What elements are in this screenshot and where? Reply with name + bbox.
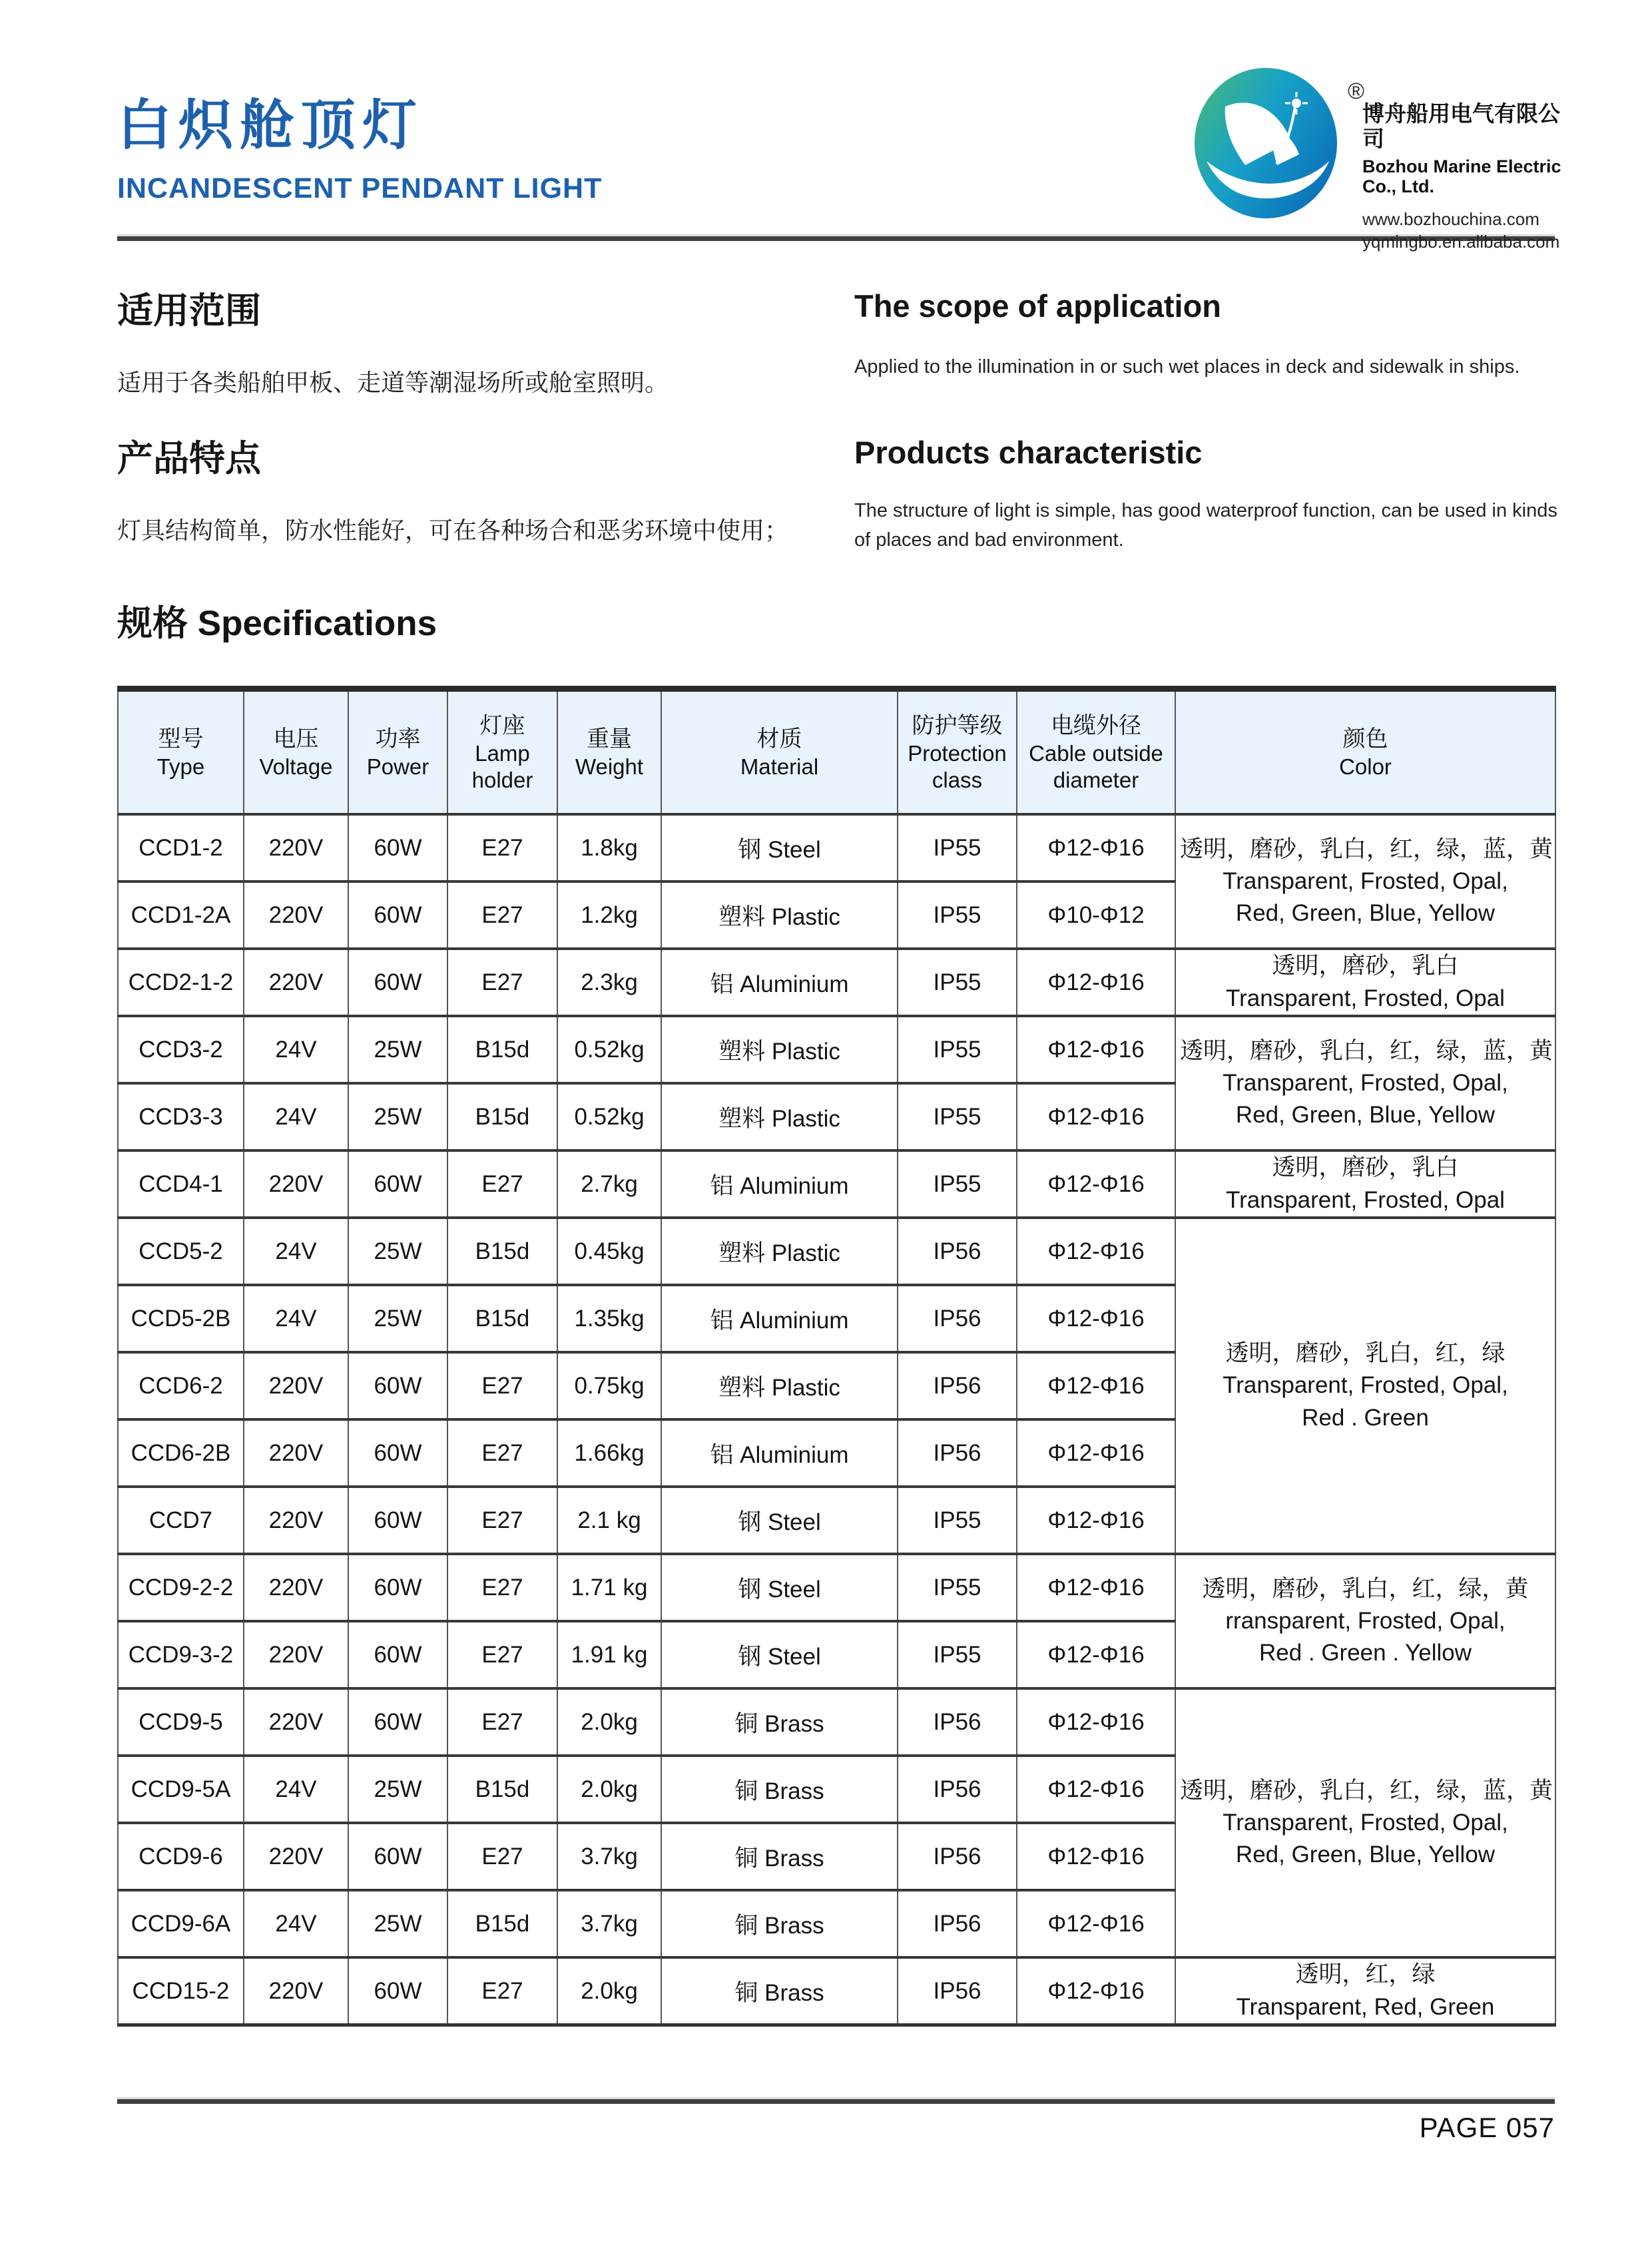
table-row xyxy=(118,1016,1555,1083)
cell-weight: 3.7kg xyxy=(557,1823,661,1890)
cell-material: 铜 Brass xyxy=(661,1957,898,2025)
cell-weight: 2.0kg xyxy=(557,1756,661,1823)
cell-type: CCD4-1 xyxy=(118,1150,244,1218)
company-name-zh: 博舟船用电气有限公司 xyxy=(1362,101,1560,151)
cell-material: 塑料 Plastic xyxy=(661,1083,898,1150)
cell-material: 铝 Aluminium xyxy=(661,1150,898,1218)
cell-holder: E27 xyxy=(447,949,557,1016)
page-title-en: INCANDESCENT PENDANT LIGHT xyxy=(117,172,603,204)
cell-material: 塑料 Plastic xyxy=(661,881,898,949)
scope-title-en: The scope of application xyxy=(854,288,1222,324)
cell-power: 25W xyxy=(348,1218,447,1285)
cell-weight: 2.1 kg xyxy=(557,1487,661,1554)
column-header-type: 型号 Type xyxy=(118,689,244,815)
cell-protection: IP56 xyxy=(898,1218,1017,1285)
cell-cable: Φ12-Φ16 xyxy=(1017,1756,1175,1823)
cell-voltage: 24V xyxy=(244,1083,348,1150)
specifications-title: 规格 Specifications xyxy=(117,604,437,643)
cell-power: 60W xyxy=(348,1688,447,1756)
cell-cable: Φ12-Φ16 xyxy=(1017,814,1175,881)
cell-protection: IP56 xyxy=(898,1756,1017,1823)
cell-material: 铜 Brass xyxy=(661,1823,898,1890)
cell-holder: E27 xyxy=(447,1352,557,1419)
cell-power: 25W xyxy=(348,1890,447,1957)
cell-power: 60W xyxy=(348,1352,447,1419)
cell-power: 60W xyxy=(348,1419,447,1487)
cell-voltage: 24V xyxy=(244,1218,348,1285)
cell-holder: B15d xyxy=(447,1016,557,1083)
cell-power: 60W xyxy=(348,1487,447,1554)
cell-weight: 1.91 kg xyxy=(557,1621,661,1688)
cell-protection: IP55 xyxy=(898,881,1017,949)
cell-material: 钢 Steel xyxy=(661,1487,898,1554)
cell-power: 25W xyxy=(348,1083,447,1150)
cell-cable: Φ12-Φ16 xyxy=(1017,1890,1175,1957)
cell-weight: 2.3kg xyxy=(557,949,661,1016)
table-row xyxy=(118,1150,1555,1218)
cell-cable: Φ12-Φ16 xyxy=(1017,1150,1175,1218)
cell-voltage: 220V xyxy=(244,1688,348,1756)
cell-voltage: 220V xyxy=(244,1823,348,1890)
cell-cable: Φ10-Φ12 xyxy=(1017,881,1175,949)
cell-cable: Φ12-Φ16 xyxy=(1017,1957,1175,2025)
cell-holder: E27 xyxy=(447,1150,557,1218)
cell-type: CCD5-2 xyxy=(118,1218,244,1285)
cell-holder: B15d xyxy=(447,1890,557,1957)
cell-power: 60W xyxy=(348,949,447,1016)
cell-material: 钢 Steel xyxy=(661,1621,898,1688)
cell-color: 透明，磨砂，乳白 Transparent, Frosted, Opal xyxy=(1175,1150,1555,1218)
cell-voltage: 220V xyxy=(244,949,348,1016)
column-header-power: 功率 Power xyxy=(348,689,447,815)
cell-type: CCD5-2B xyxy=(118,1285,244,1352)
cell-color: 透明，磨砂，乳白 Transparent, Frosted, Opal xyxy=(1175,949,1555,1016)
cell-weight: 0.75kg xyxy=(557,1352,661,1419)
cell-power: 25W xyxy=(348,1016,447,1083)
company-alibaba-url: yqmingbo.en.alibaba.com xyxy=(1362,232,1560,252)
cell-material: 钢 Steel xyxy=(661,814,898,881)
cell-weight: 3.7kg xyxy=(557,1890,661,1957)
cell-holder: E27 xyxy=(447,1487,557,1554)
cell-type: CCD1-2 xyxy=(118,814,244,881)
cell-holder: E27 xyxy=(447,1419,557,1487)
cell-voltage: 24V xyxy=(244,1016,348,1083)
cell-protection: IP55 xyxy=(898,1083,1017,1150)
cell-voltage: 220V xyxy=(244,814,348,881)
cell-color: 透明，磨砂，乳白，红，绿，蓝，黄 Transparent, Frosted, Opal, Red, Green, Blue, Yellow xyxy=(1175,1016,1555,1150)
column-header-cable: 电缆外径 Cable outside diameter xyxy=(1017,689,1175,815)
cell-holder: B15d xyxy=(447,1756,557,1823)
cell-type: CCD9-2-2 xyxy=(118,1554,244,1621)
cell-power: 60W xyxy=(348,814,447,881)
cell-holder: B15d xyxy=(447,1285,557,1352)
cell-weight: 1.71 kg xyxy=(557,1554,661,1621)
cell-holder: E27 xyxy=(447,1554,557,1621)
cell-protection: IP56 xyxy=(898,1890,1017,1957)
cell-cable: Φ12-Φ16 xyxy=(1017,1487,1175,1554)
cell-voltage: 220V xyxy=(244,1957,348,2025)
scope-title-zh: 适用范围 xyxy=(117,291,261,331)
cell-cable: Φ12-Φ16 xyxy=(1017,1218,1175,1285)
cell-material: 钢 Steel xyxy=(661,1554,898,1621)
cell-power: 60W xyxy=(348,881,447,949)
cell-protection: IP56 xyxy=(898,1285,1017,1352)
cell-power: 25W xyxy=(348,1285,447,1352)
cell-power: 60W xyxy=(348,1554,447,1621)
cell-protection: IP56 xyxy=(898,1419,1017,1487)
company-name-en: Bozhou Marine Electric Co., Ltd. xyxy=(1362,156,1561,196)
table-row xyxy=(118,949,1555,1016)
cell-holder: E27 xyxy=(447,1688,557,1756)
cell-type: CCD9-3-2 xyxy=(118,1621,244,1688)
cell-protection: IP55 xyxy=(898,814,1017,881)
features-body-zh: 灯具结构简单，防水性能好，可在各种场合和恶劣环境中使用； xyxy=(117,517,789,544)
cell-material: 塑料 Plastic xyxy=(661,1218,898,1285)
cell-cable: Φ12-Φ16 xyxy=(1017,1823,1175,1890)
cell-weight: 1.35kg xyxy=(557,1285,661,1352)
cell-color: 透明，磨砂，乳白，红，绿，黄 rransparent, Frosted, Opal, Red . Green . Yellow xyxy=(1175,1554,1555,1688)
cell-type: CCD6-2 xyxy=(118,1352,244,1419)
cell-holder: E27 xyxy=(447,1957,557,2025)
cell-weight: 1.2kg xyxy=(557,881,661,949)
cell-holder: E27 xyxy=(447,814,557,881)
cell-material: 铜 Brass xyxy=(661,1756,898,1823)
column-header-voltage: 电压 Voltage xyxy=(244,689,348,815)
cell-weight: 1.8kg xyxy=(557,814,661,881)
cell-cable: Φ12-Φ16 xyxy=(1017,1285,1175,1352)
cell-type: CCD7 xyxy=(118,1487,244,1554)
cell-type: CCD3-2 xyxy=(118,1016,244,1083)
cell-holder: E27 xyxy=(447,1823,557,1890)
cell-voltage: 220V xyxy=(244,1487,348,1554)
scope-body-zh: 适用于各类船舶甲板、走道等潮湿场所或舱室照明。 xyxy=(117,369,669,396)
cell-material: 铜 Brass xyxy=(661,1890,898,1957)
table-row xyxy=(118,1688,1555,1756)
table-row xyxy=(118,1218,1555,1285)
cell-holder: E27 xyxy=(447,881,557,949)
column-header-protection: 防护等级 Protection class xyxy=(898,689,1017,815)
cell-type: CCD1-2A xyxy=(118,881,244,949)
cell-weight: 0.52kg xyxy=(557,1083,661,1150)
cell-power: 25W xyxy=(348,1756,447,1823)
table-row xyxy=(118,1957,1555,2025)
cell-type: CCD15-2 xyxy=(118,1957,244,2025)
cell-cable: Φ12-Φ16 xyxy=(1017,1621,1175,1688)
cell-protection: IP55 xyxy=(898,1621,1017,1688)
column-header-holder: 灯座 Lamp holder xyxy=(447,689,557,815)
cell-material: 铝 Aluminium xyxy=(661,1419,898,1487)
cell-cable: Φ12-Φ16 xyxy=(1017,1352,1175,1419)
cell-type: CCD2-1-2 xyxy=(118,949,244,1016)
cell-weight: 2.0kg xyxy=(557,1957,661,2025)
cell-power: 60W xyxy=(348,1621,447,1688)
cell-cable: Φ12-Φ16 xyxy=(1017,1016,1175,1083)
cell-protection: IP56 xyxy=(898,1823,1017,1890)
cell-power: 60W xyxy=(348,1957,447,2025)
table-row xyxy=(118,1554,1555,1621)
cell-material: 铝 Aluminium xyxy=(661,1285,898,1352)
cell-color: 透明，磨砂，乳白，红，绿，蓝，黄 Transparent, Frosted, Opal, Red, Green, Blue, Yellow xyxy=(1175,1688,1555,1957)
cell-cable: Φ12-Φ16 xyxy=(1017,1083,1175,1150)
cell-voltage: 24V xyxy=(244,1285,348,1352)
cell-holder: E27 xyxy=(447,1621,557,1688)
cell-protection: IP55 xyxy=(898,1016,1017,1083)
cell-weight: 1.66kg xyxy=(557,1419,661,1487)
cell-material: 铝 Aluminium xyxy=(661,949,898,1016)
cell-color: 透明，红，绿 Transparent, Red, Green xyxy=(1175,1957,1555,2025)
cell-color: 透明，磨砂，乳白，红，绿 Transparent, Frosted, Opal, Red . Green xyxy=(1175,1218,1555,1554)
cell-weight: 0.45kg xyxy=(557,1218,661,1285)
cell-voltage: 220V xyxy=(244,1352,348,1419)
cell-voltage: 220V xyxy=(244,1150,348,1218)
page-title-zh: 白炽舱顶灯 xyxy=(117,95,424,156)
cell-power: 60W xyxy=(348,1823,447,1890)
cell-cable: Φ12-Φ16 xyxy=(1017,1554,1175,1621)
features-title-en: Products characteristic xyxy=(854,435,1203,470)
company-logo-block xyxy=(1192,64,1565,252)
page-number: PAGE 057 xyxy=(1419,2112,1555,2143)
cell-protection: IP55 xyxy=(898,1487,1017,1554)
cell-material: 塑料 Plastic xyxy=(661,1016,898,1083)
cell-voltage: 220V xyxy=(244,1621,348,1688)
scope-body-en: Applied to the illumination in or such wet places in deck and sidewalk in ships. xyxy=(854,356,1520,377)
cell-material: 铜 Brass xyxy=(661,1688,898,1756)
cell-weight: 0.52kg xyxy=(557,1016,661,1083)
cell-color: 透明，磨砂，乳白，红，绿，蓝，黄 Transparent, Frosted, Opal, Red, Green, Blue, Yellow xyxy=(1175,814,1555,949)
cell-protection: IP55 xyxy=(898,949,1017,1016)
cell-type: CCD9-6 xyxy=(118,1823,244,1890)
cell-protection: IP55 xyxy=(898,1554,1017,1621)
table-header-row xyxy=(118,689,1555,815)
cell-protection: IP55 xyxy=(898,1150,1017,1218)
cell-type: CCD9-5 xyxy=(118,1688,244,1756)
cell-cable: Φ12-Φ16 xyxy=(1017,1688,1175,1756)
cell-voltage: 220V xyxy=(244,1419,348,1487)
cell-type: CCD6-2B xyxy=(118,1419,244,1487)
cell-cable: Φ12-Φ16 xyxy=(1017,949,1175,1016)
column-header-material: 材质 Material xyxy=(661,689,898,815)
company-website-url: www.bozhouchina.com xyxy=(1362,209,1539,230)
cell-type: CCD9-5A xyxy=(118,1756,244,1823)
cell-voltage: 24V xyxy=(244,1890,348,1957)
registered-trademark-icon: ® xyxy=(1348,79,1365,104)
cell-weight: 2.0kg xyxy=(557,1688,661,1756)
cell-holder: B15d xyxy=(447,1083,557,1150)
cell-protection: IP56 xyxy=(898,1957,1017,2025)
header-divider xyxy=(117,234,1555,241)
cell-voltage: 220V xyxy=(244,1554,348,1621)
column-header-weight: 重量 Weight xyxy=(557,689,661,815)
features-title-zh: 产品特点 xyxy=(117,439,261,479)
cell-protection: IP56 xyxy=(898,1352,1017,1419)
cell-protection: IP56 xyxy=(898,1688,1017,1756)
cell-voltage: 24V xyxy=(244,1756,348,1823)
cell-material: 塑料 Plastic xyxy=(661,1352,898,1419)
specifications-table xyxy=(117,686,1556,2027)
cell-weight: 2.7kg xyxy=(557,1150,661,1218)
cell-power: 60W xyxy=(348,1150,447,1218)
table-row xyxy=(118,814,1555,881)
sailboat-logo-icon xyxy=(1192,64,1344,224)
cell-holder: B15d xyxy=(447,1218,557,1285)
footer-divider xyxy=(117,2097,1555,2104)
cell-type: CCD9-6A xyxy=(118,1890,244,1957)
cell-type: CCD3-3 xyxy=(118,1083,244,1150)
column-header-color: 颜色 Color xyxy=(1175,689,1555,815)
features-body-en: The structure of light is simple, has good waterproof function, can be used in kinds of places and bad environment. xyxy=(854,500,1557,551)
cell-cable: Φ12-Φ16 xyxy=(1017,1419,1175,1487)
cell-voltage: 220V xyxy=(244,881,348,949)
